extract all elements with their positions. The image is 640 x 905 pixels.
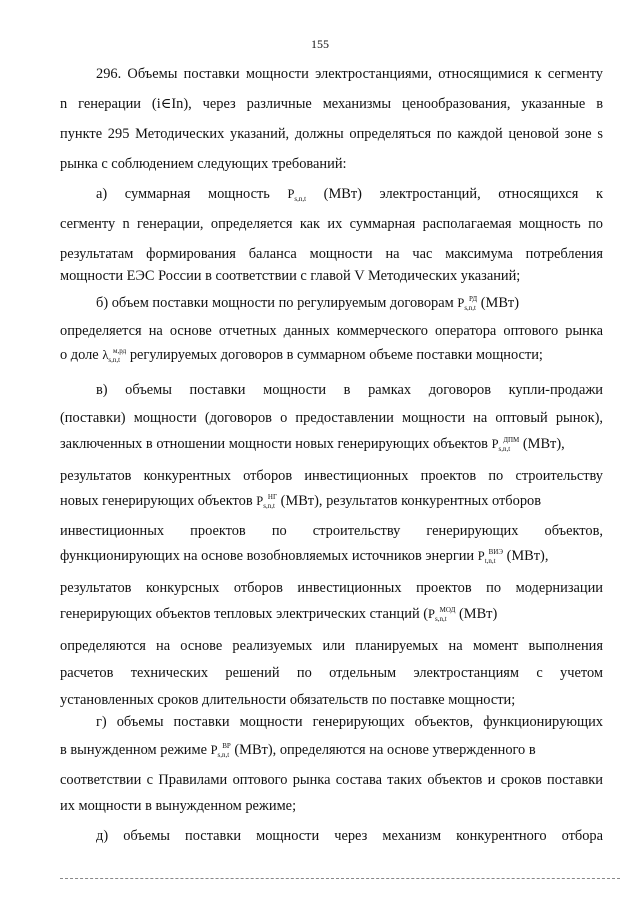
text-line: инвестиционных проектов по строительству генерирующих объектов, [60, 523, 603, 539]
text-line [60, 492, 603, 510]
text-span: регулируемых договоров в суммарном объеме поставки мощности; [129, 347, 543, 363]
list-item-d: д) объемы поставки мощности через механизм конкурентного отбора [96, 828, 603, 844]
page-number: 155 [311, 37, 329, 51]
list-item-b [96, 294, 603, 312]
text-span: заключенных в отношении мощности новых генерирующих объектов [60, 436, 488, 452]
text-line [60, 346, 603, 364]
text-line [60, 435, 603, 453]
text-line: установленных сроков длительности обязательств по поставке мощности; [60, 692, 516, 708]
text-line: сегменту n генерации, определяется как их суммарная располагаемая мощность по [60, 216, 603, 232]
text-line: их мощности в вынужденном режиме; [60, 798, 297, 814]
text-line: результатов конкурентных отборов инвестиционных проектов по строительству [60, 468, 603, 484]
formula-p-dpm: $P_{s,n,t}^{ДПМ}$ [491, 436, 520, 453]
text-span: функционирующих на основе возобновляемых источников энергии [60, 548, 475, 564]
text-line: мощности ЕЭС России в соответствии с главой V Методических указаний; [60, 268, 521, 284]
text-line: рынка с соблюдением следующих требований: [60, 156, 347, 172]
list-item-a [96, 185, 603, 203]
text-span: (МВт), результатов конкурентных отборов [280, 493, 542, 509]
text-span: (МВт), определяются на основе утвержденного в [234, 742, 536, 758]
text-line: результатам формирования баланса мощности на час максимума потребления [60, 246, 603, 262]
text-line: результатов конкурсных отборов инвестиционных проектов по модернизации [60, 580, 603, 596]
text-line: 296. Объемы поставки мощности электростанциями, относящимися к сегменту [96, 66, 603, 82]
text-line [60, 741, 603, 759]
text-span: (МВт) [480, 295, 520, 311]
text-span: (МВт), [506, 548, 549, 564]
text-span: (МВт) [459, 606, 498, 622]
formula-p-mod: $P_{s,n,t}^{МОД}$ [428, 606, 456, 623]
text-line: определяются на основе реализуемых или планируемых на момент выполнения [60, 638, 603, 654]
text-span: (МВт) электростанций, относящихся к [323, 186, 603, 202]
text-line [60, 547, 603, 565]
text-line: расчетов технических решений по отдельным электростанциям с учетом [60, 665, 603, 681]
text-line: пункте 295 Методических указаний, должны определяться по каждой ценовой зоне s [60, 126, 603, 142]
text-line: (поставки) мощности (договоров о предоставлении мощности на оптовый рынок), [60, 410, 603, 426]
text-line: соответствии с Правилами оптового рынка состава таких объектов и сроков поставки [60, 772, 603, 788]
text-span: генерирующих объектов тепловых электрических станций ( [60, 606, 429, 622]
text-line [60, 605, 603, 623]
list-item-v: в) объемы поставки мощности в рамках договоров купли-продажи [96, 382, 603, 398]
scan-edge-divider [60, 878, 620, 879]
text-line: определяется на основе отчетных данных коммерческого оператора оптового рынка [60, 323, 603, 339]
text-span: о доле [60, 347, 99, 363]
text-span: новых генерирующих объектов [60, 493, 253, 509]
text-span: б) объем поставки мощности по регулируемым договорам [96, 295, 454, 311]
formula-p-rd: $P_{s,n,t}^{РД}$ [457, 295, 478, 312]
formula-p-snt: $P_{s,n,t}$ [287, 187, 307, 203]
text-span: (МВт), [522, 436, 565, 452]
text-span: а) суммарная мощность [96, 186, 270, 202]
formula-p-vr: $P_{s,n,t}^{ВР}$ [210, 742, 231, 759]
formula-p-ng: $P_{s,n,t}^{НГ}$ [256, 493, 277, 510]
text-line: n генерации (i∈In), через различные механизмы ценообразования, указанные в [60, 96, 603, 112]
formula-lambda-mrd: $\lambda_{s,n,t}^{м,рд}$ [102, 347, 127, 364]
list-item-g: г) объемы поставки мощности генерирующих объектов, функционирующих [96, 714, 603, 730]
text-span: в вынужденном режиме [60, 742, 207, 758]
formula-p-vie: $P_{t,n,t}^{ВИЭ}$ [477, 548, 503, 565]
